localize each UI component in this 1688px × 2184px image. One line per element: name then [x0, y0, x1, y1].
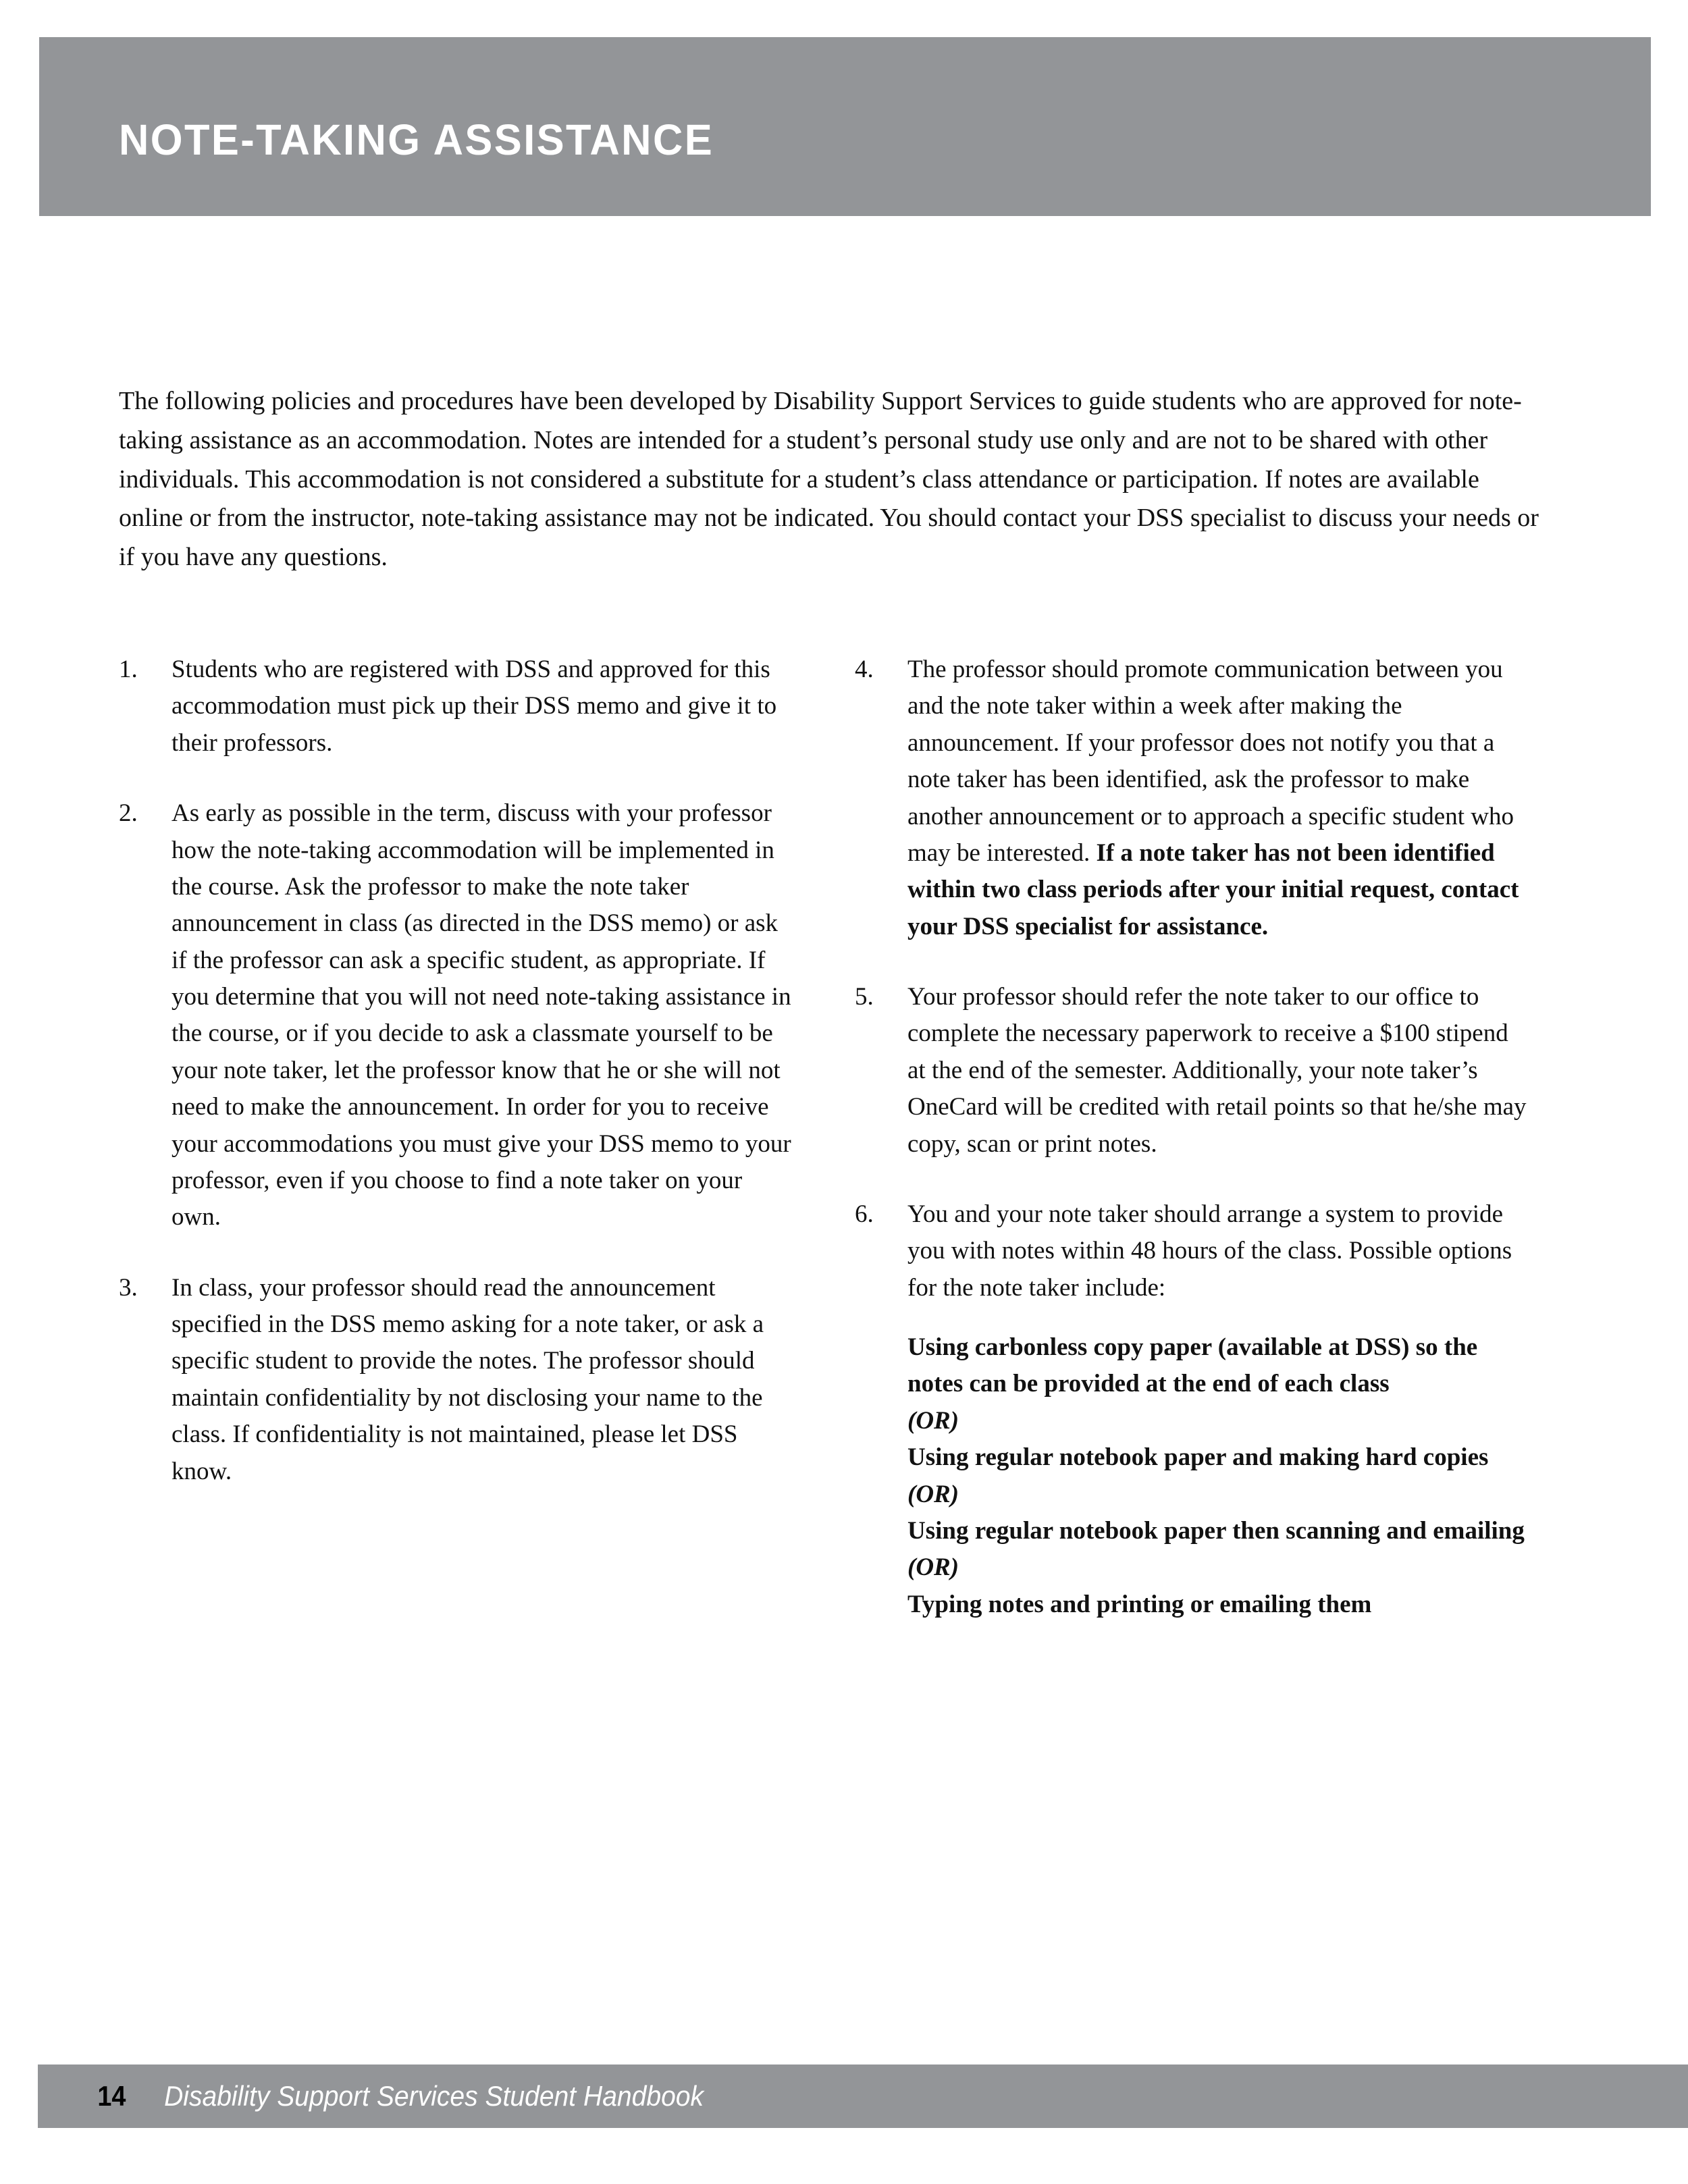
left-column-list — [119, 651, 794, 1490]
or-separator: (OR) — [907, 1480, 959, 1508]
list-item-number: 4. — [855, 656, 874, 683]
list-item — [855, 1196, 1530, 1623]
or-separator: (OR) — [907, 1406, 959, 1435]
list-item-number: 6. — [855, 1200, 874, 1228]
page-footer-band — [38, 2065, 1688, 2128]
note-taker-options — [907, 1329, 1530, 1623]
list-item-text-plain: The professor should promote communication between you and the note taker within a week after making the announcement. If your professor does not notify you that a note taker has been identified, ask the professor to make another announcement or to approach a specific student who may be interested. — [907, 656, 1514, 867]
page-title: NOTE-TAKING ASSISTANCE — [119, 115, 714, 164]
list-item — [855, 979, 1530, 1163]
footer-content — [96, 2080, 724, 2112]
intro-paragraph: The following policies and procedures have been developed by Disability Support Services to guide students who are approved for note-taking assistance as an accommodation. Notes are intended for a student’s personal study use only and are not to be shared with other individuals. This accommodation is not considered a substitute for a student’s class attendance or participation. If notes are available online or from the instructor, note-taking assistance may not be indicated. You should contact your DSS specialist to discuss your needs or if you have any questions. — [119, 387, 1539, 571]
list-item-text: In class, your professor should read the announcement specified in the DSS memo asking for a note taker, or ask a specific student to provide the notes. The professor should maintain confidentiality by not disclosing your name to the class. If confidentiality is not maintained, please let DSS know. — [172, 1273, 764, 1485]
option-line: Using carbonless copy paper (available at DSS) so the notes can be provided at the end of each class — [907, 1333, 1478, 1398]
policy-columns — [119, 651, 1591, 1623]
list-item-text: Students who are registered with DSS and approved for this accommodation must pick up their DSS memo and give it to their professors. — [172, 656, 777, 757]
intro-section — [119, 382, 1564, 577]
list-item — [119, 1270, 794, 1490]
or-separator: (OR) — [907, 1553, 959, 1582]
list-item-text: You and your note taker should arrange a system to provide you with notes within 48 hours of the class. Possible options for the note taker include: — [907, 1200, 1512, 1302]
option-line: Using regular notebook paper then scanning and emailing — [907, 1516, 1525, 1545]
list-item — [119, 795, 794, 1236]
list-item-text-emphasis: If a note taker has not been identified within two class periods after your initial request, contact your DSS specialist for assistance. — [907, 838, 1519, 940]
option-line: Typing notes and printing or emailing them — [907, 1590, 1372, 1618]
list-item-number: 1. — [119, 656, 138, 683]
right-column-list — [855, 651, 1530, 1623]
right-column — [855, 651, 1530, 1623]
list-item-number: 5. — [855, 983, 874, 1011]
page-number: 14 — [97, 2080, 126, 2112]
list-item-text — [907, 651, 1530, 945]
list-item-number: 2. — [119, 799, 138, 828]
list-item — [119, 651, 794, 762]
left-column — [119, 651, 794, 1623]
option-line: Using regular notebook paper and making hard copies — [907, 1443, 1489, 1472]
list-item-text: As early as possible in the term, discuss with your professor how the note-taking accommodation will be implemented in the course. Ask the professor to make the note taker announcement in class (as directed in the DSS memo) or ask if the professor can ask a specific student, as appropriate. If you determine that you will not need note-taking assistance in the course, or if you decide to ask a classmate yourself to be your note taker, let the professor know that he or she will not need to make the announcement. In order for you to receive your accommodations you must give your DSS memo to your professor, even if you choose to find a note taker on your own. — [172, 799, 791, 1231]
handbook-title: Disability Support Services Student Handbook — [163, 2080, 704, 2112]
list-item-number: 3. — [119, 1273, 138, 1302]
list-item-text: Your professor should refer the note taker to our office to complete the necessary paperwork to receive a $100 stipend at the end of the semester. Additionally, your note taker’s OneCard will be credited with retail points so that he/she may copy, scan or print notes. — [907, 983, 1527, 1158]
list-item — [855, 651, 1530, 945]
